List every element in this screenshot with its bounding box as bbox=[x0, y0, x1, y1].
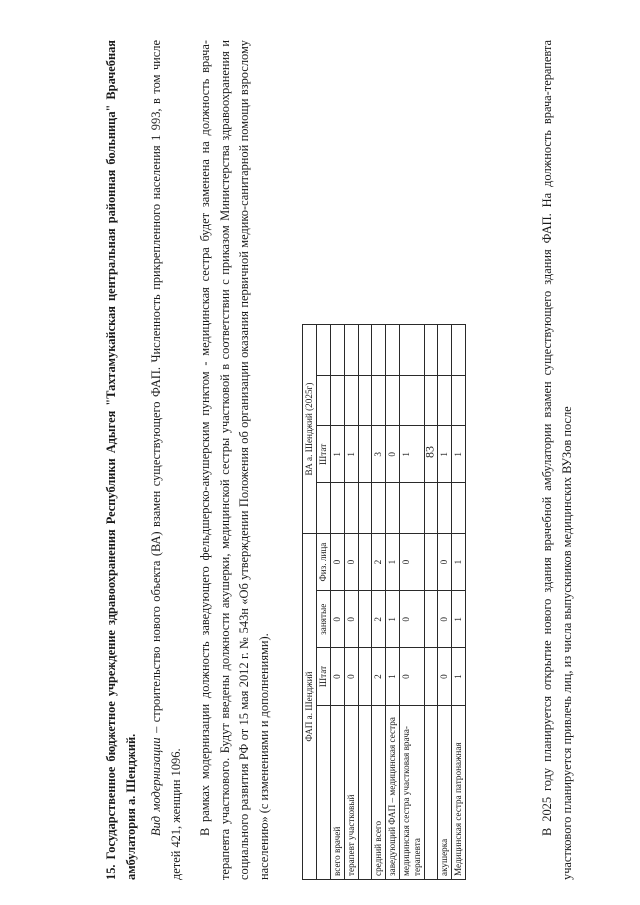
cell-fiz: 0 bbox=[345, 534, 359, 591]
cell-fiz: 0 bbox=[331, 534, 345, 591]
cell-blank bbox=[422, 426, 438, 483]
row-name: Медицинская сестра патронажная bbox=[452, 705, 466, 879]
column-header-va-shtat: Штат bbox=[317, 426, 331, 483]
table-row-spacer bbox=[359, 325, 372, 880]
table-row bbox=[372, 325, 386, 880]
cell-blank bbox=[345, 375, 359, 426]
paragraph-indent bbox=[540, 836, 554, 880]
cell-blank bbox=[359, 325, 372, 376]
table-row bbox=[452, 325, 466, 880]
table-column-header-row bbox=[317, 325, 331, 880]
cell-blank bbox=[359, 375, 372, 426]
column-header-blank bbox=[317, 375, 331, 426]
row-name: акушерка bbox=[438, 705, 452, 879]
paragraph-modernization-type bbox=[147, 40, 186, 880]
cell-blank bbox=[331, 375, 345, 426]
cell-fiz: 1 bbox=[386, 534, 400, 591]
column-header-name bbox=[317, 705, 331, 879]
cell-fiz: 0 bbox=[438, 534, 452, 591]
row-name: средний всего bbox=[372, 705, 386, 879]
table-row bbox=[331, 325, 345, 880]
column-header-blank bbox=[317, 325, 331, 376]
cell-va-shtat: 1 bbox=[345, 426, 359, 483]
cell-blank bbox=[452, 375, 466, 426]
cell-fiz: 0 bbox=[400, 534, 425, 591]
table-row bbox=[400, 325, 425, 880]
cell-shtat: 0 bbox=[400, 648, 425, 705]
page-number: 83 bbox=[422, 446, 437, 458]
cell-blank bbox=[359, 648, 372, 705]
row-name: терапевт участковый bbox=[345, 705, 359, 879]
cell-shtat: 0 bbox=[331, 648, 345, 705]
cell-blank bbox=[400, 375, 425, 426]
cell-blank bbox=[425, 375, 438, 426]
paragraph-opening-plan bbox=[538, 40, 577, 880]
cell-blank bbox=[372, 483, 386, 534]
cell-zanyatye: 0 bbox=[345, 591, 359, 648]
cell-zanyatye: 0 bbox=[331, 591, 345, 648]
cell-zanyatye: 2 bbox=[372, 591, 386, 648]
cell-blank bbox=[372, 325, 386, 376]
cell-blank bbox=[386, 325, 400, 376]
cell-blank bbox=[425, 325, 438, 376]
cell-blank bbox=[345, 483, 359, 534]
row-name: всего врачей bbox=[331, 705, 345, 879]
cell-shtat: 1 bbox=[452, 648, 466, 705]
cell-blank bbox=[400, 483, 425, 534]
table-group-header-row bbox=[303, 325, 317, 880]
cell-shtat: 0 bbox=[345, 648, 359, 705]
cell-shtat: 0 bbox=[438, 648, 452, 705]
cell-blank bbox=[359, 591, 372, 648]
cell-blank bbox=[425, 648, 438, 705]
column-header-zanyatye: занятые bbox=[317, 591, 331, 648]
cell-blank bbox=[386, 483, 400, 534]
cell-va-shtat: 0 bbox=[386, 426, 400, 483]
cell-blank bbox=[425, 483, 438, 534]
cell-blank bbox=[372, 375, 386, 426]
cell-shtat: 2 bbox=[372, 648, 386, 705]
cell-blank bbox=[345, 325, 359, 376]
cell-blank bbox=[331, 325, 345, 376]
column-header-fiz: Физ. лица bbox=[317, 534, 331, 591]
cell-zanyatye: 0 bbox=[400, 591, 425, 648]
cell-fiz: 1 bbox=[452, 534, 466, 591]
group-header-fap: ФАП а. Шенджий bbox=[303, 534, 317, 880]
modernization-label: Вид модернизации bbox=[149, 737, 163, 836]
row-name: медицинская сестра участковая врача-терапевта bbox=[400, 705, 425, 879]
cell-va-shtat: 1 bbox=[331, 426, 345, 483]
modernization-details-text: В рамках модернизации должность заведующего фельдшерско-акушерским пунктом - медицинская сестра будет заменена на должность врача- терапевта участкового. Будут введены должности акушерки, медицинской сестры участковой в соответствии с приказом Министерства здравоохранения и социального развития РФ от 15 мая 2012 г. № 543н «Об утверждении Положения об организации оказания первичной медико-санитарной помощи взрослому населению» (с изменениями и дополнениями). bbox=[198, 40, 271, 880]
modernization-text: – строительство нового объекта (ВА) взамен существующего ФАП. Численность прикрепленного населения 1 993, в том числе детей 421, женщин 1096. bbox=[149, 40, 183, 880]
table-row-spacer bbox=[425, 325, 438, 880]
opening-plan-text: В 2025 году планируется открытие нового здания врачебной амбулатории взамен существующего здания ФАП. На должность врача-терапевта участкового планируется привлечь лиц, из числа выпускников медицинских ВУЗов после bbox=[540, 40, 574, 880]
cell-blank bbox=[438, 325, 452, 376]
cell-blank bbox=[438, 375, 452, 426]
cell-blank bbox=[425, 534, 438, 591]
cell-blank bbox=[452, 325, 466, 376]
cell-va-shtat: 3 bbox=[372, 426, 386, 483]
group-header-va: ВА а. Шенджий (2025г) bbox=[303, 325, 317, 534]
cell-va-shtat: 1 bbox=[452, 426, 466, 483]
table-row bbox=[345, 325, 359, 880]
cell-zanyatye: 1 bbox=[452, 591, 466, 648]
cell-va-shtat: 1 bbox=[438, 426, 452, 483]
column-header-blank bbox=[317, 483, 331, 534]
cell-blank bbox=[331, 483, 345, 534]
cell-blank bbox=[452, 483, 466, 534]
document-page bbox=[102, 40, 600, 880]
cell-blank bbox=[425, 591, 438, 648]
staff-table bbox=[302, 324, 466, 880]
cell-shtat: 1 bbox=[386, 648, 400, 705]
column-header-shtat: Штат bbox=[317, 648, 331, 705]
cell-blank bbox=[425, 705, 438, 879]
cell-zanyatye: 0 bbox=[438, 591, 452, 648]
cell-blank bbox=[359, 534, 372, 591]
cell-blank bbox=[400, 325, 425, 376]
row-name: заведующий ФАП – медицинская сестра bbox=[386, 705, 400, 879]
paragraph-modernization-details bbox=[196, 40, 274, 880]
cell-blank bbox=[386, 375, 400, 426]
cell-fiz: 2 bbox=[372, 534, 386, 591]
table-row bbox=[386, 325, 400, 880]
section-heading: 15. Государственное бюджетное учреждение здравоохранения Республики Адыгея "Тахтамукайская центральная районная больница" Врачебная амбулатория а. Шенджий. bbox=[104, 40, 138, 880]
cell-zanyatye: 1 bbox=[386, 591, 400, 648]
paragraph-indent bbox=[149, 836, 163, 880]
table-row bbox=[438, 325, 452, 880]
cell-blank bbox=[438, 483, 452, 534]
cell-blank bbox=[359, 483, 372, 534]
cell-va-shtat: 1 bbox=[400, 426, 425, 483]
cell-blank bbox=[359, 426, 372, 483]
cell-blank bbox=[359, 705, 372, 879]
paragraph-indent bbox=[198, 836, 212, 880]
